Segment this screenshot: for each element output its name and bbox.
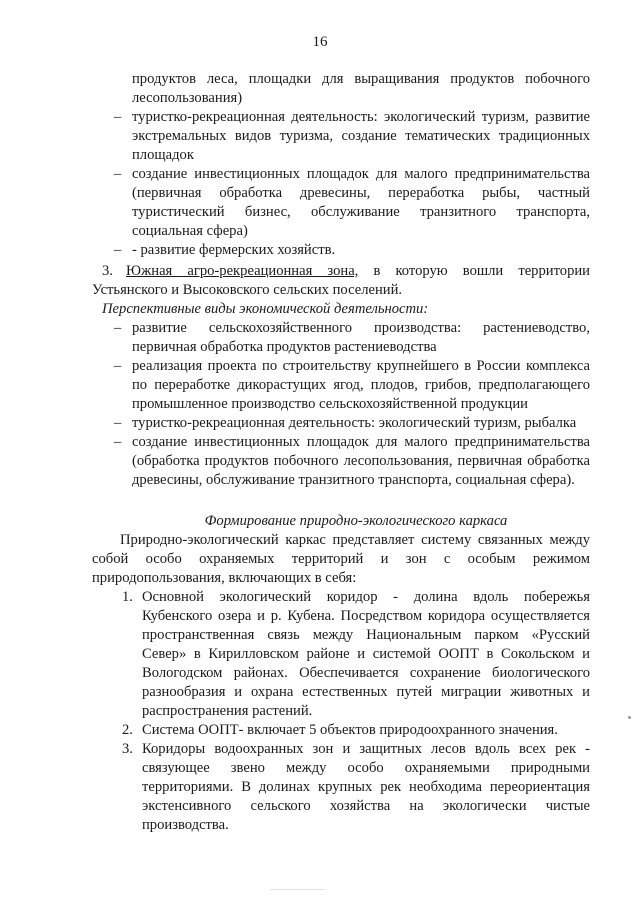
dash-bullet: – (114, 434, 122, 450)
document-body (92, 70, 590, 835)
list-item (92, 357, 590, 414)
zone-text: в которую вошли территории Устьянского и Высоковского сельских поселений. (92, 263, 590, 298)
list-item (92, 108, 590, 165)
list-item-text: туристко-рекреационная деятельность: экологический туризм, рыбалка (132, 415, 577, 431)
item-number: 3. (122, 741, 133, 757)
numbered-item (92, 588, 590, 721)
dash-bullet: – (114, 166, 122, 182)
list-item (92, 241, 590, 260)
item-text: Система ООПТ- включает 5 объектов природоохранного значения. (142, 722, 558, 738)
scan-artifact (270, 889, 325, 890)
list-item-text: туристко-рекреационная деятельность: экологический туризм, развитие экстремальных видов туризма, создание тематических традиционных площадок (132, 109, 590, 163)
list-item (92, 433, 590, 490)
intro-paragraph: Природно-экологический каркас представляет систему связанных между собой особо охраняемых территорий и зон с особым режимом природопользования, включающих в себя: (92, 532, 590, 586)
numbered-item (92, 740, 590, 835)
zone-number: 3. (102, 263, 113, 279)
item-text: Основной экологический коридор - долина вдоль побережья Кубенского озера и р. Кубена. Посредством коридора осуществляется пространственная связь между Национальным парком «Русский Север» в Кирилловском районе и системой ООПТ в Сокольском и Вологодском районах. Обеспечивается сохранение биологического разнообразия и охрана естественных путей миграции животных и распространения растений. (142, 589, 590, 719)
list-item-text: создание инвестиционных площадок для малого предпринимательства (первичная обработка древесины, переработка рыбы, частный туристический бизнес, обслуживание транзитного транспорта, социальная сфера) (132, 166, 590, 239)
perspective-heading: Перспективные виды экономической деятельности: (102, 301, 429, 317)
item-number: 1. (122, 589, 133, 605)
dash-bullet: – (114, 358, 122, 374)
dash-bullet: – (114, 320, 122, 336)
list-continuation: продуктов леса, площадки для выращивания продуктов побочного лесопользования) (132, 71, 590, 106)
zone-paragraph (92, 262, 590, 300)
list-item-text: - развитие фермерских хозяйств. (132, 242, 336, 258)
list-item-text: реализация проекта по строительству крупнейшего в России комплекса по переработке дикорастущих ягод, плодов, грибов, предполагающего промышленное производство сельскохозяйственной продукции (132, 358, 590, 412)
zone-title: Южная агро-рекреационная зона, (126, 263, 359, 279)
section-heading: Формирование природно-экологического каркаса (204, 513, 508, 529)
page-number: 16 (312, 34, 328, 50)
item-text: Коридоры водоохранных зон и защитных лесов вдоль всех рек - связующее звено между особо охраняемыми природными территориями. В долинах крупных рек необходима переориентация экстенсивного сельского хозяйства на экологически чистые производства. (142, 741, 590, 833)
item-number: 2. (122, 722, 133, 738)
dash-bullet: – (114, 415, 122, 431)
list-item (92, 165, 590, 241)
list-item-text: создание инвестиционных площадок для малого предпринимательства (обработка продуктов побочного лесопользования, первичная обработка древесины, обслуживание транзитного транспорта, социальная сфера). (132, 434, 590, 488)
list-item (92, 414, 590, 433)
numbered-item (92, 721, 590, 740)
dash-bullet: – (114, 242, 122, 258)
list-item-text: развитие сельскохозяйственного производства: растениеводство, первичная обработка продуктов растениеводства (132, 320, 590, 355)
scan-speck (628, 716, 631, 719)
list-item (92, 319, 590, 357)
dash-bullet: – (114, 109, 122, 125)
